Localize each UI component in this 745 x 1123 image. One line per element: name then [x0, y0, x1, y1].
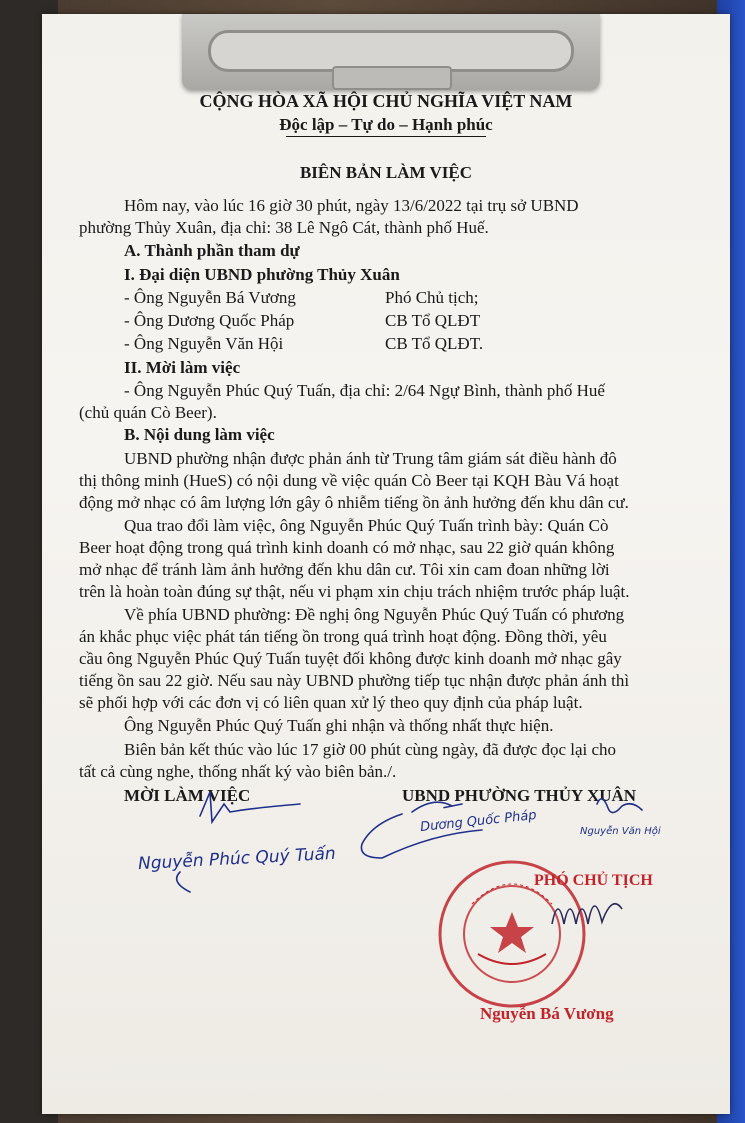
stamp-title: PHÓ CHỦ TỊCH — [534, 872, 653, 889]
attendee-role: Phó Chủ tịch; — [385, 288, 479, 307]
signature-strokes — [42, 774, 730, 1024]
section-heading: A. Thành phần tham dự — [124, 241, 300, 260]
body-line: Qua trao đổi làm việc, ông Nguyễn Phúc Quý Tuấn trình bày: Quán Cò — [124, 516, 609, 535]
handwritten-name: Nguyễn Phúc Quý Tuấn — [137, 843, 337, 875]
body-line: tất cả cùng nghe, thống nhất ký vào biên bản./. — [79, 762, 397, 781]
intro-line: phường Thủy Xuân, địa chỉ: 38 Lê Ngô Cát, thành phố Huế. — [79, 218, 489, 237]
body-line: sẽ phối hợp với các đơn vị có liên quan xử lý theo quy định của pháp luật. — [79, 693, 583, 712]
body-line: Beer hoạt động trong quá trình kinh doanh có mở nhạc, sau 22 giờ quán không — [79, 538, 615, 557]
invited-line: (chủ quán Cò Beer). — [79, 403, 217, 422]
motto: Độc lập – Tự do – Hạnh phúc — [279, 115, 493, 134]
intro-line: Hôm nay, vào lúc 16 giờ 30 phút, ngày 13/6/2022 tại trụ sở UBND — [124, 196, 579, 215]
attendee-name: - Ông Nguyễn Văn Hội — [124, 334, 284, 353]
motto-underline — [286, 136, 486, 137]
body-line: UBND phường nhận được phản ánh từ Trung tâm giám sát điều hành đô — [124, 449, 617, 468]
body-line: Ông Nguyễn Phúc Quý Tuấn ghi nhận và thống nhất thực hiện. — [124, 716, 554, 735]
invited-line: - Ông Nguyễn Phúc Quý Tuấn, địa chỉ: 2/64 Ngự Bình, thành phố Huế — [124, 381, 605, 400]
document-title: BIÊN BẢN LÀM VIỆC — [299, 163, 473, 182]
attendee-role: CB Tổ QLĐT. — [385, 334, 484, 353]
body-line: cầu ông Nguyễn Phúc Quý Tuấn tuyệt đối không được kinh doanh mở nhạc gây — [79, 649, 622, 668]
handwritten-name: Nguyễn Văn Hội — [580, 826, 661, 837]
metal-clip — [182, 14, 600, 90]
signature-heading-left: MỜI LÀM VIỆC — [124, 786, 251, 805]
attendee-name: - Ông Nguyễn Bá Vương — [124, 288, 296, 307]
body-line: động mở nhạc có âm lượng lớn gây ô nhiễm tiếng ồn ảnh hưởng đến khu dân cư. — [79, 493, 629, 512]
body-line: Biên bản kết thúc vào lúc 17 giờ 00 phút cùng ngày, đã được đọc lại cho — [124, 740, 617, 759]
stamp-name: Nguyễn Bá Vương — [480, 1004, 614, 1023]
body-line: mở nhạc để tránh làm ảnh hưởng đến khu dân cư. Tôi xin cam đoan những lời — [79, 560, 610, 579]
section-heading: II. Mời làm việc — [124, 358, 241, 377]
section-heading: I. Đại diện UBND phường Thủy Xuân — [124, 265, 400, 284]
body-line: Về phía UBND phường: Đề nghị ông Nguyễn Phúc Quý Tuấn có phương — [124, 605, 625, 624]
document-page — [42, 14, 730, 1114]
section-heading: B. Nội dung làm việc — [124, 425, 275, 444]
country-header: CỘNG HÒA XÃ HỘI CHỦ NGHĨA VIỆT NAM — [199, 91, 573, 111]
signature-heading-right: UBND PHƯỜNG THỦY XUÂN — [402, 786, 637, 805]
body-line: trên là hoàn toàn đúng sự thật, nếu vi phạm xin chịu trách nhiệm trước pháp luật. — [79, 582, 630, 601]
handwritten-name: Dương Quốc Pháp — [419, 807, 538, 836]
attendee-name: - Ông Dương Quốc Pháp — [124, 311, 295, 330]
body-line: thị thông minh (HueS) có nội dung về việc quán Cò Beer tại KQH Bàu Vá hoạt — [79, 471, 619, 490]
body-line: tiếng ồn sau 22 giờ. Nếu sau này UBND phường tiếp tục nhận được phản ánh thì — [79, 671, 630, 690]
body-line: án khắc phục việc phát tán tiếng ồn trong quá trình hoạt động. Đồng thời, yêu — [79, 627, 607, 646]
attendee-role: CB Tổ QLĐT — [385, 311, 481, 330]
